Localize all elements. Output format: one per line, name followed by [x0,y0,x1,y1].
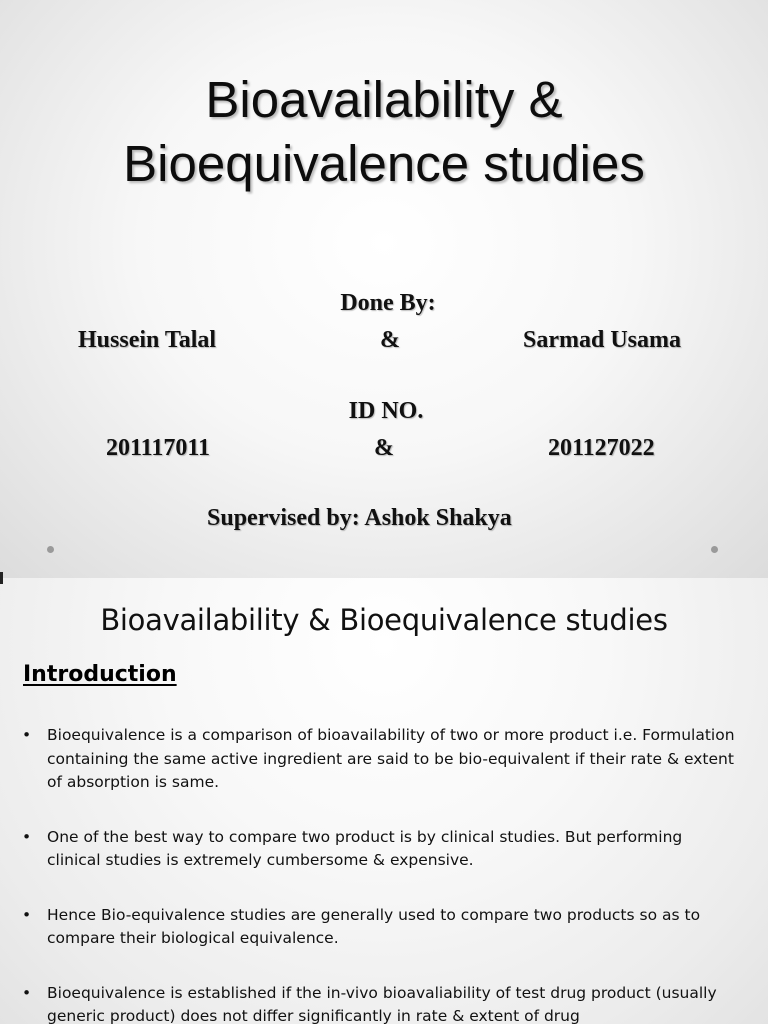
done-by-label: Done By: [340,290,436,316]
introduction-slide [0,578,768,1024]
bullet-icon: • [22,726,32,744]
bullet-icon: • [22,827,32,846]
bullet-icon: • [22,983,32,1002]
id-1: 201117011 [106,435,211,461]
id-2: 201127022 [548,435,655,461]
list-item [0,904,768,951]
list-item [0,724,768,795]
author-1: Hussein Talal [78,327,217,353]
section-heading: Introduction [23,662,177,687]
bullet-text: Bioequivalence is a comparison of bioavailability of two or more product i.e. Formulation containing the same active ingredient are said to be bio-equivalent if their rate & extent of absorption is same. [47,726,735,791]
bullet-text: Bioequivalence is established if the in-vivo bioavaliability of test drug product (usually generic product) does not differ significantly in rate & extent of drug [47,983,717,1024]
supervisor: Supervised by: Ashok Shakya [207,505,512,531]
id-label: ID NO. [348,398,424,424]
title-line-2: Bioequivalence studies [123,135,645,192]
list-item [0,982,768,1024]
bullet-list [0,724,768,1024]
author-separator: & [380,327,400,353]
slide-title: Bioavailability & Bioequivalence studies [100,603,668,637]
id-separator: & [374,435,394,461]
bullet-text: One of the best way to compare two product is by clinical studies. But performing clinical studies is extremely cumbersome & expensive. [47,827,683,869]
bullet-icon: • [22,905,32,924]
bullet-text: Hence Bio-equivalence studies are generally used to compare two products so as to compare their biological equivalence. [47,905,701,947]
slide-title [0,68,768,196]
title-line-1: Bioavailability & [205,71,563,128]
author-2: Sarmad Usama [523,327,682,353]
decorative-dot-right [711,546,718,553]
edge-mark-top [0,578,3,584]
list-item [0,826,768,873]
decorative-dot-left [47,546,54,553]
